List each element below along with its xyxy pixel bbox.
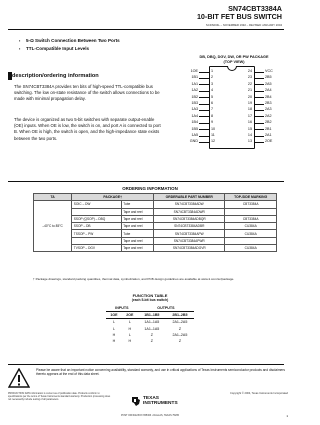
description-paragraph: The device is organized as two 5-bit switches with separate output-enable (OE) inputs. When OE is low, the switch is on, and port A is connected to port B. When OE is high, the switch is open, and the high-impedance state exists between the two ports. bbox=[14, 117, 161, 141]
pin-number-left: 7 bbox=[211, 107, 214, 112]
pin-name-left: 1B2 bbox=[191, 94, 198, 99]
page-number: 1 bbox=[286, 414, 288, 418]
pin-name-right: 2A2 bbox=[265, 113, 272, 118]
package-cell: SSOP (QSOP) – DBQ bbox=[72, 215, 121, 222]
package-cell: TVSOP – DGV bbox=[72, 244, 121, 251]
header-cell: 1OE bbox=[106, 312, 122, 319]
header-cell: OUTPUTS bbox=[138, 305, 194, 312]
table-cell: H bbox=[112, 332, 116, 337]
table-cell: H bbox=[128, 339, 132, 344]
pin-number-right: 16 bbox=[247, 120, 252, 125]
pin-name-left: 1B1 bbox=[191, 75, 198, 80]
pin-name-left: 1A1 bbox=[191, 81, 198, 86]
pin-number-right: 23 bbox=[247, 75, 252, 80]
function-table bbox=[106, 305, 194, 344]
pin-number-left: 2 bbox=[211, 75, 214, 80]
table-cell: L bbox=[128, 332, 131, 337]
pin-lead bbox=[254, 91, 264, 92]
description-paragraph: The SN74CBT3384A provides ten bits of high-speed TTL-compatible bus switching. The low on-state resistance of the switch allows connections to be made with minimal propagation delay. bbox=[14, 84, 160, 102]
pin-name-right: 2A3 bbox=[265, 107, 272, 112]
pin-number-right: 15 bbox=[247, 126, 252, 131]
pin-lead bbox=[254, 110, 264, 111]
pin-name-right: VCC bbox=[265, 69, 273, 73]
pin-number-right: 21 bbox=[247, 88, 252, 93]
marking-cell bbox=[225, 237, 277, 244]
part-number-cell: SN74CBT3384APWR bbox=[154, 237, 225, 244]
pin-name-right: 2B4 bbox=[265, 94, 272, 99]
pin-lead bbox=[199, 129, 209, 130]
part-number-cell: SN74CBT3384ADW bbox=[154, 201, 225, 208]
pin-name-right: 2B2 bbox=[265, 120, 272, 125]
packing-cell: Tape and reel bbox=[121, 244, 154, 251]
packing-cell: Tube bbox=[121, 230, 154, 237]
document-title bbox=[197, 5, 282, 21]
temperature-cell: –40°C to 85°C bbox=[34, 201, 72, 252]
pin-lead bbox=[254, 104, 264, 105]
pin-number-left: 11 bbox=[211, 133, 215, 137]
pin-name-left: 1B3 bbox=[191, 101, 198, 105]
packing-cell: Tape and reel bbox=[121, 215, 154, 222]
marking-cell: CBT3384A bbox=[225, 201, 277, 208]
table-cell: L bbox=[112, 320, 115, 325]
pin-name-left: 1A3 bbox=[191, 107, 198, 112]
table-cell: Z bbox=[178, 326, 182, 331]
packing-cell: Tape and reel bbox=[121, 237, 154, 244]
pin-name-left: 1A4 bbox=[191, 113, 198, 118]
pin-number-left: 3 bbox=[211, 81, 214, 86]
logo-text: TEXAS INSTRUMENTS bbox=[143, 396, 178, 407]
section-heading: description/ordering information bbox=[12, 73, 99, 79]
important-notice: Please be aware that an important notice concerning availability, standard warranty, and use in critical applications of Texas Instruments semiconductor products and disclaimers thereto appears at the end of this data sheet. bbox=[36, 368, 285, 377]
pin-lead bbox=[199, 116, 209, 117]
pin-name-right: 2A4 bbox=[265, 88, 272, 93]
pin-name-right: 2B5 bbox=[265, 75, 272, 80]
table-cell: 1A1–1A5 bbox=[144, 326, 160, 331]
ordering-table bbox=[33, 193, 277, 252]
marking-cell: CBT3384A bbox=[225, 215, 277, 222]
pin-number-left: 1 bbox=[211, 69, 214, 73]
footer-rule bbox=[8, 364, 284, 365]
pin-lead bbox=[199, 84, 209, 85]
ordering-footnote: † Package drawings, standard packing quantities, thermal data, symbolization, and PCB design guidelines are available at www.ti.com/sc/package. bbox=[33, 277, 235, 281]
device-subtitle: 10-BIT FET BUS SWITCH bbox=[196, 12, 282, 21]
pin-number-left: 9 bbox=[211, 120, 214, 125]
pin-lead bbox=[199, 142, 209, 143]
pin-lead bbox=[254, 97, 264, 98]
pin-lead bbox=[254, 84, 264, 85]
texas-instruments-logo-icon bbox=[131, 396, 141, 407]
pin-lead bbox=[199, 123, 209, 124]
pin-lead bbox=[254, 123, 264, 124]
pin-lead bbox=[254, 142, 264, 143]
package-cell bbox=[72, 208, 121, 215]
pin-number-right: 22 bbox=[247, 81, 252, 86]
marking-cell bbox=[225, 208, 277, 215]
header-cell: PACKAGE† bbox=[72, 194, 154, 201]
pin-name-left: 1A2 bbox=[191, 88, 198, 93]
part-number-cell: SN74CBT3384APW bbox=[154, 230, 225, 237]
pin-lead bbox=[199, 104, 209, 105]
warning-icon bbox=[8, 368, 30, 388]
feature-item: ▪ TTL-Compatible Input Levels bbox=[26, 46, 89, 51]
table-row bbox=[34, 201, 277, 208]
package-cell bbox=[72, 237, 121, 244]
pin-name-left: 1B4 bbox=[191, 120, 198, 125]
pin-name-left: GND bbox=[189, 139, 198, 144]
pin-name-right: 2OE bbox=[265, 139, 273, 144]
pin-number-left: 4 bbox=[211, 88, 214, 93]
table-cell: Z bbox=[150, 339, 153, 344]
section-rule bbox=[8, 181, 284, 182]
table-row bbox=[106, 319, 194, 326]
marking-cell: CU384A bbox=[225, 244, 277, 251]
pin-number-right: 19 bbox=[247, 101, 252, 105]
pin-lead bbox=[254, 116, 264, 117]
pin-name-left: 1B5 bbox=[191, 126, 198, 131]
table-cell: H bbox=[128, 326, 132, 331]
header-cell: INPUTS bbox=[106, 305, 138, 312]
table-header-row bbox=[34, 194, 277, 201]
table-header-row bbox=[106, 312, 194, 319]
pin-number-left: 10 bbox=[211, 126, 216, 131]
pin-number-right: 14 bbox=[247, 133, 252, 137]
pin-name-left: 1A5 bbox=[191, 133, 198, 137]
header-cell: 1B1–1B5 bbox=[138, 312, 166, 319]
marking-cell: CU384A bbox=[225, 223, 277, 230]
pin-name-left: 1OE bbox=[190, 69, 198, 73]
pin-number-right: 17 bbox=[247, 113, 252, 118]
table-cell: Z bbox=[178, 339, 182, 344]
postal-address: POST OFFICE BOX 655303 • DALLAS, TEXAS 75265 bbox=[120, 414, 180, 417]
feature-item: ▪ 5-Ω Switch Connection Between Two Ports bbox=[26, 38, 120, 43]
pin-lead bbox=[254, 72, 264, 73]
pin-name-right: 2B3 bbox=[265, 101, 272, 105]
package-cell: TSSOP – PW bbox=[72, 230, 121, 237]
packing-cell: Tube bbox=[121, 201, 154, 208]
part-number-cell: SN74CBT3384ADWR bbox=[154, 208, 225, 215]
table-cell: H bbox=[112, 339, 116, 344]
pin-lead bbox=[254, 78, 264, 79]
header-cell: 2B1–2B5 bbox=[166, 312, 194, 319]
pin-lead bbox=[199, 91, 209, 92]
header-cell: ORDERABLE PART NUMBER bbox=[154, 194, 225, 201]
pin-name-right: 2B1 bbox=[265, 126, 272, 131]
pin-number-left: 12 bbox=[211, 139, 216, 144]
pin-number-left: 6 bbox=[211, 101, 214, 105]
part-number: SN74CBT3384A bbox=[228, 4, 282, 13]
marking-cell: CU384A bbox=[225, 230, 277, 237]
pin-name-right: 2A1 bbox=[265, 133, 272, 137]
table-cell: 2A1–2A5 bbox=[172, 332, 188, 337]
table-header-row bbox=[106, 305, 194, 312]
table-cell: L bbox=[112, 326, 115, 331]
pin-lead bbox=[199, 110, 209, 111]
pin-number-left: 8 bbox=[211, 113, 214, 118]
copyright: Copyright © 2004, Texas Instruments Incorporated bbox=[230, 392, 288, 395]
production-data-notice: PRODUCTION DATA information is current as of publication date. Products conform to specifications per the terms of Texas Instruments standard warranty. Production processing does not necessarily include testing of all parameters. bbox=[8, 392, 111, 402]
packing-cell: Tape and reel bbox=[121, 208, 154, 215]
pin-lead bbox=[199, 136, 209, 137]
pin-name-right: 2A5 bbox=[265, 81, 272, 86]
pin-lead bbox=[199, 72, 209, 73]
part-number-cell: SN74CBT3384ADBR bbox=[154, 223, 225, 230]
table-cell: Z bbox=[150, 332, 153, 337]
pin-lead bbox=[199, 97, 209, 98]
header-rule bbox=[8, 29, 284, 30]
table-cell: 2A1–2A5 bbox=[172, 320, 188, 325]
table-cell: L bbox=[128, 320, 131, 325]
packing-cell: Tape and reel bbox=[121, 223, 154, 230]
header-cell: TOP-SIDE MARKING bbox=[225, 194, 277, 201]
pin-number-right: 13 bbox=[247, 139, 252, 144]
header-cell: 2OE bbox=[122, 312, 138, 319]
document-revision: SCDS004L – NOVEMBER 1992 – REVISED JANUARY 2004 bbox=[205, 23, 282, 27]
pin-number-right: 18 bbox=[247, 107, 252, 112]
table-cell: 1A1–1A5 bbox=[144, 320, 160, 325]
pin-number-right: 20 bbox=[247, 94, 252, 99]
pin-number-right: 24 bbox=[247, 69, 252, 73]
pin-lead bbox=[199, 78, 209, 79]
part-number-cell: SN74CBT3384ADBQR bbox=[154, 215, 225, 222]
pin-lead bbox=[254, 129, 264, 130]
package-cell: SOIC – DW bbox=[72, 201, 121, 208]
pin-lead bbox=[254, 136, 264, 137]
part-number-cell: SN74CBT3384ADGVR bbox=[154, 244, 225, 251]
pin-number-left: 5 bbox=[211, 94, 214, 99]
package-cell: SSOP – DB bbox=[72, 223, 121, 230]
package-title: DB, DBQ, DGV, DW, OR PW PACKAGE (TOP VIEW) bbox=[199, 55, 269, 64]
table-row bbox=[106, 338, 194, 344]
header-cell: TA bbox=[34, 194, 72, 201]
ordering-title: ORDERING INFORMATION bbox=[122, 186, 178, 191]
function-table-title: FUNCTION TABLE (each 5-bit bus switch) bbox=[131, 293, 169, 303]
